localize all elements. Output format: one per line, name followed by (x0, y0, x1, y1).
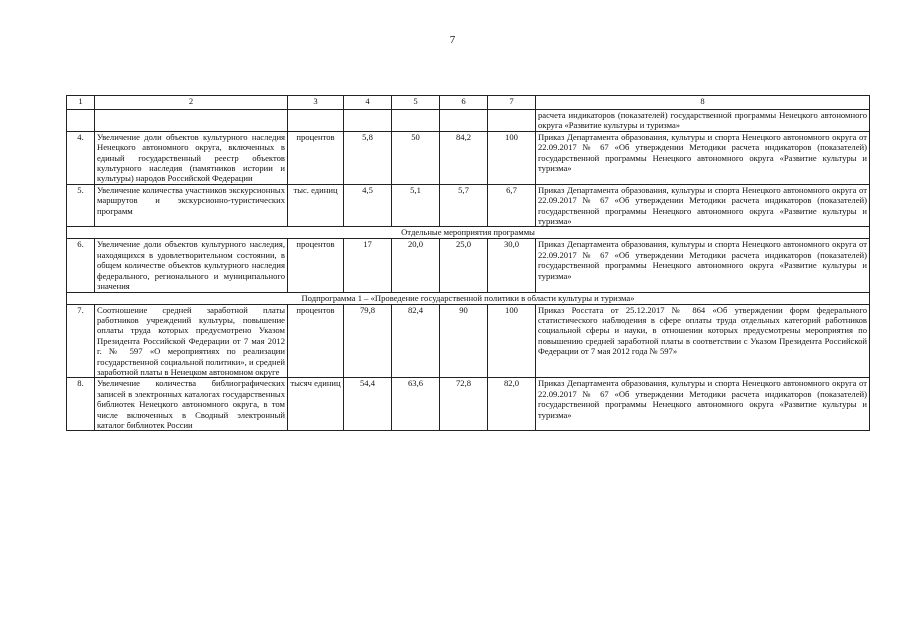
indicator-name: Увеличение доли объектов культурного наследия Ненецкого автономного округа, включенных в единый государственный реестр объектов культурного наследия (памятников истории и культуры) народов Российской Федерации (95, 131, 288, 184)
header-cell: 2 (95, 96, 288, 110)
section-row (67, 292, 870, 304)
source-cell: Приказ Департамента образования, культуры и спорта Ненецкого автономного округа от 22.09.2017 № 67 «Об утверждении Методики расчета индикаторов (показателей) государственной программы Ненецкого автономного округа «Развитие культуры и туризма» (536, 184, 870, 227)
value-col6: 72,8 (440, 378, 488, 431)
source-cell: Приказ Департамента образования, культуры и спорта Ненецкого автономного округа от 22.09.2017 № 67 «Об утверждении Методики расчета индикаторов (показателей) государственной программы Ненецкого автономного округа «Развитие культуры и туризма» (536, 239, 870, 292)
value-col6: 90 (440, 304, 488, 378)
unit-cell: тысяч единиц (288, 378, 344, 431)
continuation-row (67, 110, 870, 132)
page-number: 7 (449, 34, 456, 46)
value-col7: 30,0 (488, 239, 536, 292)
source-cell: Приказ Росстата от 25.12.2017 № 864 «Об утверждении форм федерального статистического наблюдения в сфере оплаты труда отдельных категорий работников социальной сферы и науки, в отношении которых предусмотрены мероприятия по повышению средней заработной платы в соответствии с Указом Президента Российской Федерации от 7 мая 2012 года № 597» (536, 304, 870, 378)
section-title: Отдельные мероприятия программы (67, 227, 870, 239)
table-row (67, 304, 870, 378)
value-col7: 100 (488, 131, 536, 184)
value-col5: 50 (392, 131, 440, 184)
table-row (67, 131, 870, 184)
table-header-row (67, 96, 870, 110)
value-col4: 79,8 (344, 304, 392, 378)
value-col7: 100 (488, 304, 536, 378)
value-col4: 54,4 (344, 378, 392, 431)
unit-cell: процентов (288, 304, 344, 378)
table-row (67, 378, 870, 431)
header-cell: 8 (536, 96, 870, 110)
indicator-name: Увеличение доли объектов культурного наследия, находящихся в удовлетворительном состоянии, в общем количестве объектов культурного наследия федерального, регионального и муниципального значения (95, 239, 288, 292)
unit-cell: процентов (288, 239, 344, 292)
row-number: 7. (67, 304, 95, 378)
row-number: 6. (67, 239, 95, 292)
value-col7: 6,7 (488, 184, 536, 227)
value-col4: 5,8 (344, 131, 392, 184)
value-col5: 20,0 (392, 239, 440, 292)
value-col4: 4,5 (344, 184, 392, 227)
value-col6: 25,0 (440, 239, 488, 292)
header-cell: 6 (440, 96, 488, 110)
value-col6: 84,2 (440, 131, 488, 184)
source-cell: Приказ Департамента образования, культуры и спорта Ненецкого автономного округа от 22.09.2017 № 67 «Об утверждении Методики расчета индикаторов (показателей) государственной программы Ненецкого автономного округа «Развитие культуры и туризма» (536, 378, 870, 431)
header-cell: 1 (67, 96, 95, 110)
value-col6: 5,7 (440, 184, 488, 227)
unit-cell: процентов (288, 131, 344, 184)
row-number: 8. (67, 378, 95, 431)
table-row (67, 184, 870, 227)
header-cell: 5 (392, 96, 440, 110)
value-col5: 63,6 (392, 378, 440, 431)
value-col5: 82,4 (392, 304, 440, 378)
header-cell: 7 (488, 96, 536, 110)
header-cell: 4 (344, 96, 392, 110)
value-col5: 5,1 (392, 184, 440, 227)
row-number: 4. (67, 131, 95, 184)
unit-cell: тыс. единиц (288, 184, 344, 227)
indicator-name: Увеличение количества библиографических записей в электронных каталогах государственных библиотек Ненецкого автономного округа, в том числе включенных в Сводный электронный каталог библиотек России (95, 378, 288, 431)
source-cell: Приказ Департамента образования, культуры и спорта Ненецкого автономного округа от 22.09.2017 № 67 «Об утверждении Методики расчета индикаторов (показателей) государственной программы Ненецкого автономного округа «Развитие культуры и туризма» (536, 131, 870, 184)
source-cell: расчета индикаторов (показателей) государственной программы Ненецкого автономного округа «Развитие культуры и туризма» (536, 110, 870, 132)
header-cell: 3 (288, 96, 344, 110)
indicators-table (66, 95, 870, 431)
section-row (67, 227, 870, 239)
value-col4: 17 (344, 239, 392, 292)
row-number: 5. (67, 184, 95, 227)
value-col7: 82,0 (488, 378, 536, 431)
table-row (67, 239, 870, 292)
indicator-name: Увеличение количества участников экскурсионных маршрутов и экскурсионно-туристических программ (95, 184, 288, 227)
section-title: Подпрограмма 1 – «Проведение государственной политики в области культуры и туризма» (67, 292, 870, 304)
indicator-name: Соотношение средней заработной платы работников учреждений культуры, повышение оплаты труда которых предусмотрено Указом Президента Российской Федерации от 7 мая 2012 г. № 597 «О мероприятиях по реализации государственной социальной политики», и средней заработной платы в Ненецком автономном округе (95, 304, 288, 378)
